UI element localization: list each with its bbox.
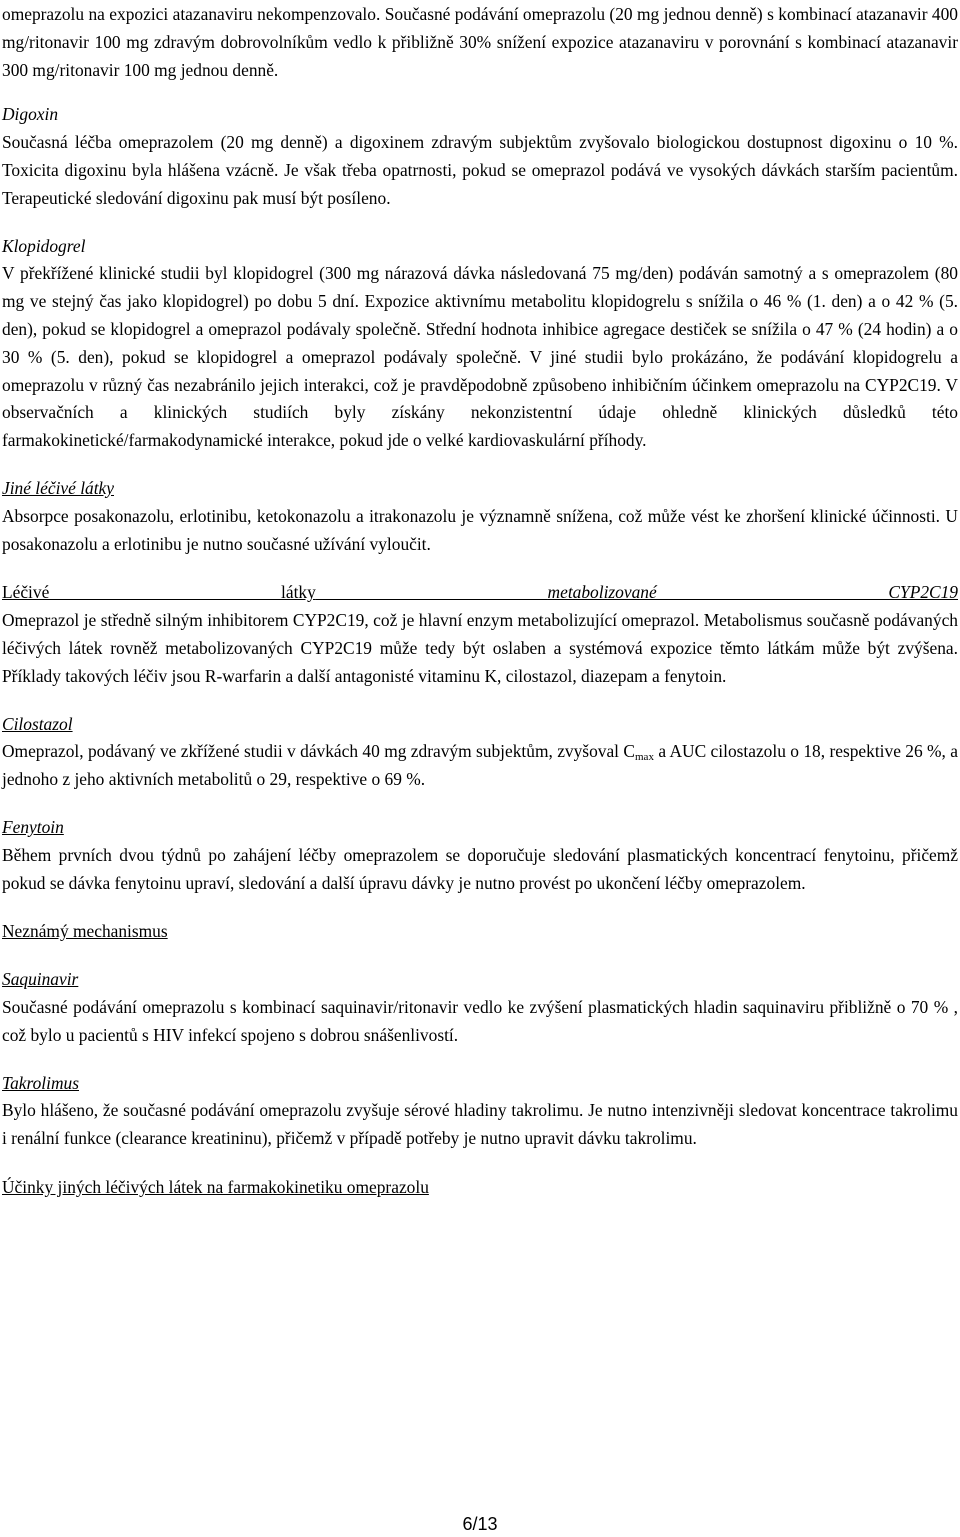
text-column: [2, 1, 958, 1202]
cilostazol-heading: Cilostazol: [2, 713, 73, 734]
klopidogrel-heading: Klopidogrel: [2, 235, 86, 256]
jine-lecive-latky-paragraph: Absorpce posakonazolu, erlotinibu, ketokonazolu a itrakonazolu je významně snížena, což může vést ke zhoršení klinické účinnosti. U posakonazolu a erlotinibu je nutno současné užívání vyloučit.: [2, 505, 958, 554]
cyp2c19-heading-part2: metabolizované CYP2C19: [547, 582, 958, 603]
klopidogrel-paragraph: V překřížené klinické studii byl klopidogrel (300 mg nárazová dávka následovaná 75 mg/den) podáván samotný a s omeprazolem (80 mg ve stejný čas jako klopidogrel) po dobu 5 dní. Expozice aktivnímu metabolitu klopidogrelu s snížila o 46 % (1. den) a o 42 % (5. den), pokud se klopidogrel a omeprazol podávaly společně. Střední hodnota inhibice agregace destiček se snížila o 47 % (24 hodin) a o 30 % (5. den), pokud se klopidogrel a omeprazol podávaly společně. V jiné studii bylo prokázáno, že podávání klopidogrelu a omeprazolu v různý čas nezabránilo jejich interakci, což je pravděpodobně způsobeno inhibičním účinkem omeprazolu na CYP2C19. V observačních a klinických studiích byly získány nekonzistentní údaje ohledně klinických důsledků této farmakokinetické/farmakodynamické interakce, pokud jde o velké kardiovaskulární příhody.: [2, 263, 958, 451]
neznamy-mechanismus-heading: Neznámý mechanismus: [2, 921, 168, 942]
takrolimus-heading: Takrolimus: [2, 1072, 79, 1093]
cilostazol-text-after: a AUC cilostazolu o 18, respektive 26 %, a jednoho z jeho aktivních metabolitů o 29, respektive o 69 %.: [2, 741, 958, 790]
digoxin-paragraph: Současná léčba omeprazolem (20 mg denně) a digoxinem zdravým subjektům zvyšovalo biologickou dostupnost digoxinu o 10 %. Toxicita digoxinu byla hlášena vzácně. Je však třeba opatrnosti, pokud se omeprazol podává ve vysokých dávkách starším pacientům. Terapeutické sledování digoxinu pak musí být posíleno.: [2, 132, 958, 208]
fenytoin-heading: Fenytoin: [2, 816, 64, 837]
intro-paragraph: omeprazolu na expozici atazanaviru nekompenzovalo. Současné podávání omeprazolu (20 mg jednou denně) s kombinací atazanavir 400 mg/ritonavir 100 mg zdravým dobrovolníkům vedlo k přibližně 30% snížení expozice atazanaviru v porovnání s kombinací atazanavir 300 mg/ritonavir 100 mg jednou denně.: [2, 4, 958, 80]
cyp2c19-paragraph: Omeprazol je středně silným inhibitorem CYP2C19, což je hlavní enzym metabolizující omeprazol. Metabolismus současně podávaných léčivých látek rovněž metabolizovaných CYP2C19 může tedy být oslaben a systémová expozice těmto látkám může být zvýšena. Příklady takových léčiv jsou R-warfarin a další antagonisté vitaminu K, cilostazol, diazepam a fenytoin.: [2, 610, 958, 686]
cilostazol-paragraph: [2, 738, 958, 794]
cyp2c19-heading: [2, 579, 958, 607]
saquinavir-paragraph: Současné podávání omeprazolu s kombinací saquinavir/ritonavir vedlo ke zvýšení plasmatických hladin saquinaviru přibližně o 70 % , což bylo u pacientů s HIV infekcí spojeno s dobrou snášenlivostí.: [2, 996, 958, 1045]
page-number: 6/13: [462, 1514, 498, 1534]
fenytoin-paragraph: Během prvních dvou týdnů po zahájení léčby omeprazolem se doporučuje sledování plasmatických koncentrací fenytoinu, přičemž pokud se dávka fenytoinu upraví, sledování a další úpravu dávky je nutno provést po ukončení léčby omeprazolem.: [2, 844, 958, 893]
saquinavir-heading: Saquinavir: [2, 969, 79, 990]
jine-lecive-latky-heading: Jiné léčivé látky: [2, 477, 114, 498]
cyp2c19-heading-part1: Léčivé látky: [2, 582, 316, 603]
cilostazol-text-before: Omeprazol, podávaný ve zkřížené studii v dávkách 40 mg zdravým subjektům, zvyšoval C: [2, 741, 635, 762]
digoxin-heading: Digoxin: [2, 104, 59, 125]
takrolimus-paragraph: Bylo hlášeno, že současné podávání omeprazolu zvyšuje sérové hladiny takrolimu. Je nutno intenzivněji sledovat koncentrace takrolimu i renální funkce (clearance kreatininu), přičemž v případě potřeby je nutno upravit dávku takrolimu.: [2, 1100, 958, 1149]
ucinky-heading: Účinky jiných léčivých látek na farmakokinetiku omeprazolu: [2, 1176, 429, 1197]
cilostazol-subscript: max: [635, 751, 654, 764]
